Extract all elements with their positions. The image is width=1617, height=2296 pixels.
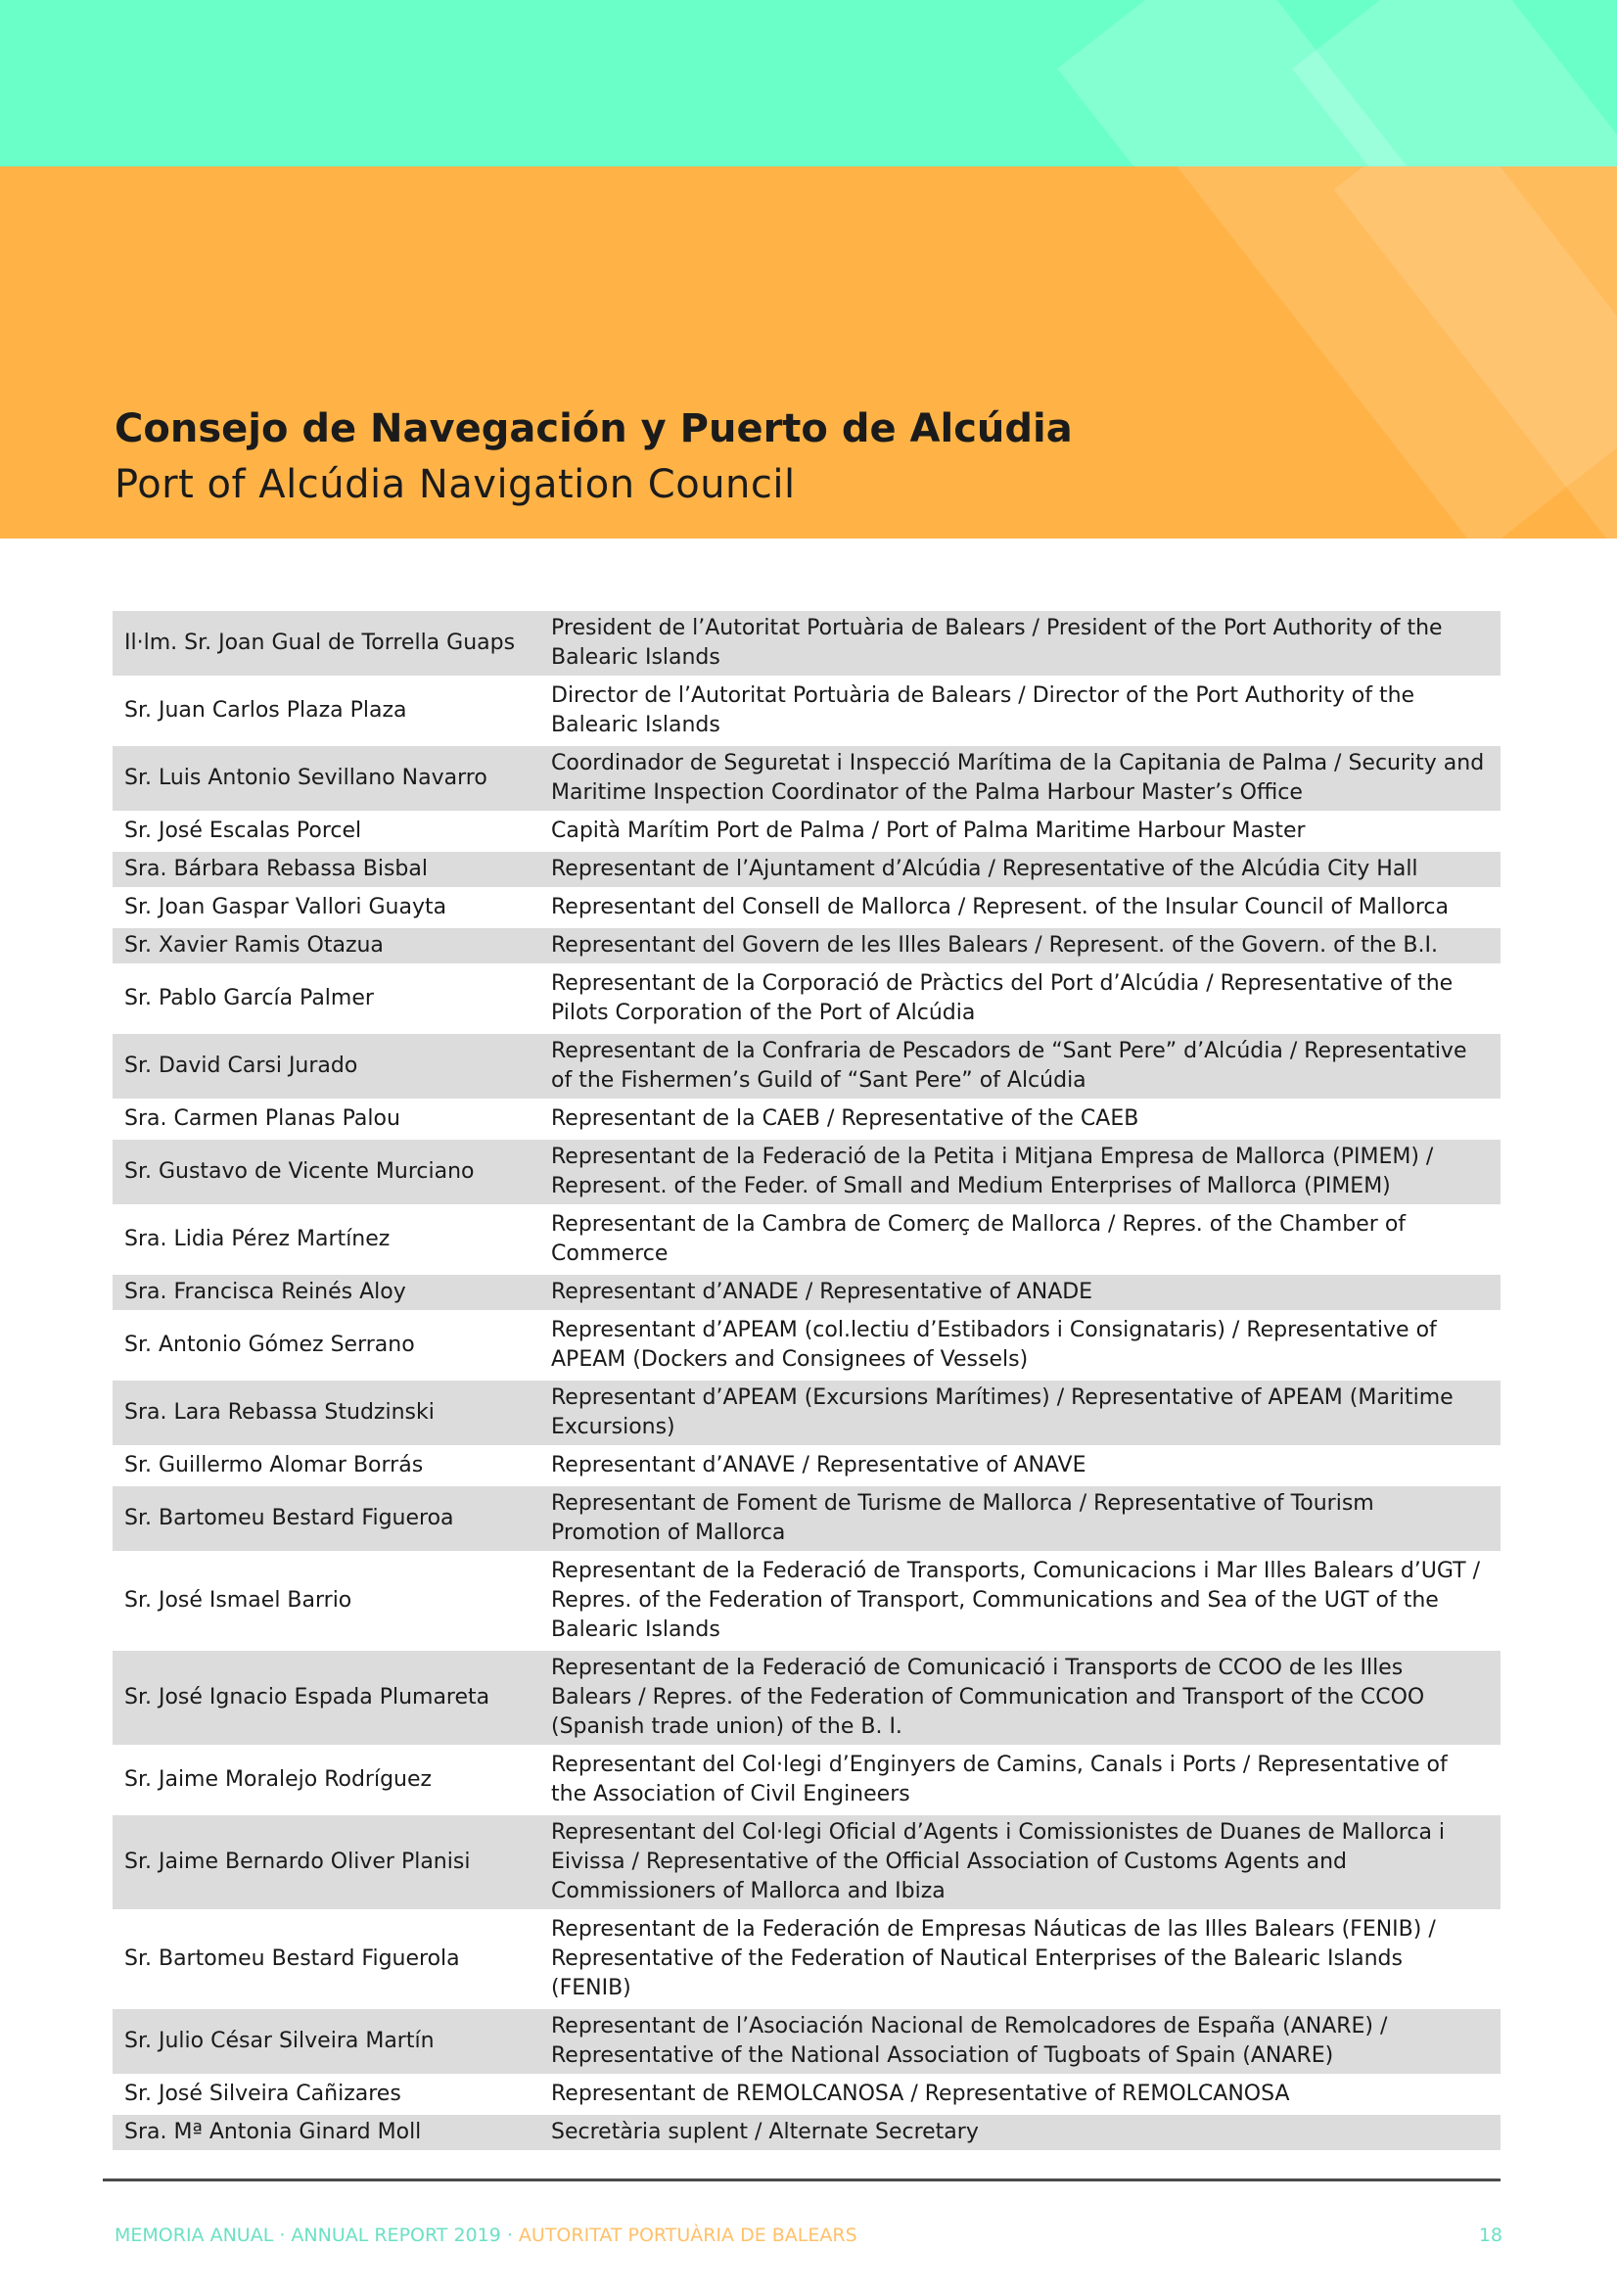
table-row (113, 1748, 1501, 1812)
member-role: Representant de Foment de Turisme de Mallorca / Representative of Tourism Promotion of Mallorca (537, 1486, 1501, 1551)
member-name: Sr. Juan Carlos Plaza Plaza (124, 698, 407, 723)
footer-report-label: MEMORIA ANUAL · ANNUAL REPORT 2019 · (115, 2225, 519, 2246)
member-role: Representant de la Federació de Transports, Comunicacions i Mar Illes Balears d’UGT / Repres. of the Federation of Transport, Communications and Sea of the UGT of the Balearic Islands (551, 1559, 1481, 1642)
table-row (113, 1140, 1501, 1204)
member-name: Sr. José Ismael Barrio (124, 1588, 352, 1613)
member-role: Representant de la Federació de la Petita i Mitjana Empresa de Mallorca (PIMEM) / Represent. of the Feder. of Small and Medium Enterprises of Mallorca (PIMEM) (537, 1140, 1501, 1204)
member-role: Representant d’APEAM (col.lectiu d’Estibadors i Consignataris) / Representative of APEAM (Dockers and Consignees of Vessels) (551, 1318, 1437, 1372)
member-role: Representant d’ANAVE / Representative of ANAVE (551, 1453, 1086, 1477)
table-row (113, 2115, 1501, 2150)
member-name: Sra. Lara Rebassa Studzinski (113, 1381, 537, 1445)
member-name: Sra. Francisca Reinés Aloy (113, 1275, 537, 1310)
member-name: Sra. Bárbara Rebassa Bisbal (113, 852, 537, 887)
table-row (113, 1101, 1501, 1137)
footer-organization-label: AUTORITAT PORTUÀRIA DE BALEARS (518, 2225, 857, 2246)
member-role: Director de l’Autoritat Portuària de Balears / Director of the Port Authority of the Balearic Islands (551, 683, 1415, 737)
page-title: Consejo de Navegación y Puerto de Alcúdia (115, 406, 1073, 451)
member-role: Representant de la CAEB / Representative of the CAEB (551, 1106, 1139, 1131)
table-row (113, 1486, 1501, 1551)
member-name: Sr. Bartomeu Bestard Figueroa (113, 1486, 537, 1551)
member-name: Sr. Jaime Bernardo Oliver Planisi (113, 1815, 537, 1909)
table-row (113, 1651, 1501, 1745)
member-role: President de l’Autoritat Portuària de Balears / President of the Port Authority of the Balearic Islands (537, 611, 1501, 676)
member-name: Sr. Antonio Gómez Serrano (124, 1333, 415, 1357)
table-row (113, 852, 1501, 887)
member-role: Representant del Col·legi Oficial d’Agents i Comissionistes de Duanes de Mallorca i Eivissa / Representative of the Official Association of Customs Agents and Commissioners of Mallorca and Ibiza (537, 1815, 1501, 1909)
member-name: Sra. Lidia Pérez Martínez (124, 1227, 391, 1251)
table-row (113, 746, 1501, 811)
table-row (113, 1313, 1501, 1378)
member-role: Representant de la Confraria de Pescadors de “Sant Pere” d’Alcúdia / Representative of the Fishermen’s Guild of “Sant Pere” of Alcúdia (537, 1034, 1501, 1099)
member-name: Sr. Julio César Silveira Martín (113, 2009, 537, 2074)
page-footer (115, 2225, 1502, 2246)
table-row (113, 1207, 1501, 1272)
member-role: Secretària suplent / Alternate Secretary (537, 2115, 1501, 2150)
member-role: Representant de la Corporació de Pràctics del Port d’Alcúdia / Representative of the Pilots Corporation of the Port of Alcúdia (551, 971, 1454, 1025)
table-row (113, 1034, 1501, 1099)
member-role: Representant de la Cambra de Comerç de Mallorca / Repres. of the Chamber of Commerce (551, 1212, 1407, 1266)
member-name: Sr. Pablo García Palmer (124, 986, 374, 1010)
member-name: Il·lm. Sr. Joan Gual de Torrella Guaps (113, 611, 537, 676)
member-role: Representant del Govern de les Illes Balears / Represent. of the Govern. of the B.I. (537, 928, 1501, 963)
member-role: Representant de l’Ajuntament d’Alcúdia / Representative of the Alcúdia City Hall (537, 852, 1501, 887)
member-name: Sr. Xavier Ramis Otazua (113, 928, 537, 963)
table-row (113, 611, 1501, 676)
member-name: Sr. José Escalas Porcel (124, 819, 362, 843)
member-name: Sr. Gustavo de Vicente Murciano (113, 1140, 537, 1204)
table-row (113, 2077, 1501, 2112)
member-name: Sr. Bartomeu Bestard Figuerola (124, 1946, 460, 1971)
council-members-body (113, 611, 1501, 2150)
member-name: Sr. Joan Gaspar Vallori Guayta (124, 895, 447, 919)
member-role: Representant d’ANADE / Representative of ANADE (537, 1275, 1501, 1310)
member-name: Sr. Luis Antonio Sevillano Navarro (113, 746, 537, 811)
member-name: Sra. Mª Antonia Ginard Moll (113, 2115, 537, 2150)
member-role: Capità Marítim Port de Palma / Port of Palma Maritime Harbour Master (551, 819, 1306, 843)
member-role: Representant del Consell de Mallorca / Represent. of the Insular Council of Mallorca (551, 895, 1449, 919)
table-row (113, 966, 1501, 1031)
member-role: Representant del Col·legi d’Enginyers de Camins, Canals i Ports / Representative of the Association of Civil Engineers (551, 1753, 1448, 1806)
member-name: Sr. Jaime Moralejo Rodríguez (124, 1767, 433, 1792)
table-row (113, 1912, 1501, 2006)
table-row (113, 1554, 1501, 1648)
member-name: Sr. José Ignacio Espada Plumareta (113, 1651, 537, 1745)
top-decorative-band (0, 0, 1617, 166)
table-row (113, 1275, 1501, 1310)
footer-divider (103, 2179, 1501, 2181)
member-role: Representant d’APEAM (Excursions Marítimes) / Representative of APEAM (Maritime Excursions) (537, 1381, 1501, 1445)
member-role: Representant de la Federación de Empresas Náuticas de las Illes Balears (FENIB) / Representative of the Federation of Nautical Enterprises of the Balearic Islands (FENIB) (551, 1917, 1436, 2000)
member-name: Sr. David Carsi Jurado (113, 1034, 537, 1099)
council-members-table (113, 608, 1501, 2153)
member-role: Representant de l’Asociación Nacional de Remolcadores de España (ANARE) / Representative of the National Association of Tugboats of Spain (ANARE) (537, 2009, 1501, 2074)
table-row (113, 1381, 1501, 1445)
table-row (113, 2009, 1501, 2074)
page-number: 18 (1478, 2225, 1502, 2246)
table-row (113, 1448, 1501, 1483)
page-subtitle: Port of Alcúdia Navigation Council (115, 462, 796, 507)
member-name: Sra. Carmen Planas Palou (124, 1106, 400, 1131)
table-row (113, 890, 1501, 925)
member-role: Representant de REMOLCANOSA / Representative of REMOLCANOSA (551, 2082, 1290, 2106)
table-row (113, 1815, 1501, 1909)
table-row (113, 928, 1501, 963)
member-role: Coordinador de Seguretat i Inspecció Marítima de la Capitania de Palma / Security and Maritime Inspection Coordinator of the Palma Harbour Master’s Office (537, 746, 1501, 811)
table-row (113, 814, 1501, 849)
member-name: Sr. José Silveira Cañizares (124, 2082, 401, 2106)
table-row (113, 679, 1501, 743)
member-name: Sr. Guillermo Alomar Borrás (124, 1453, 424, 1477)
member-role: Representant de la Federació de Comunicació i Transports de CCOO de les Illes Balears / Repres. of the Federation of Communication and Transport of the CCOO (Spanish trade union) of the B. I. (537, 1651, 1501, 1745)
